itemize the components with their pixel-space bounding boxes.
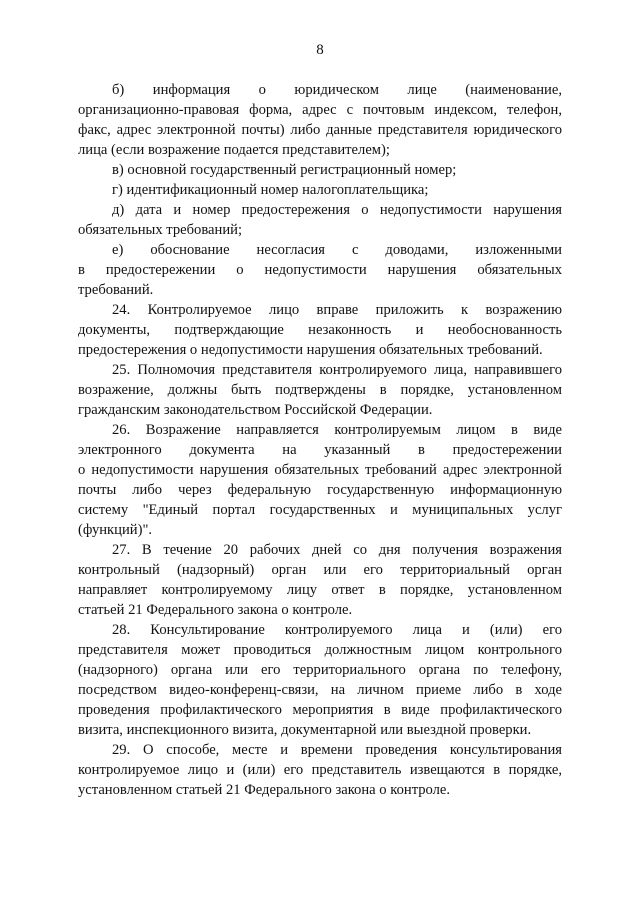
text-line: в) основной государственный регистрационный номер;: [112, 162, 457, 178]
text-line: организационно-правовая форма, адрес с почтовым индексом, телефон,: [78, 102, 562, 118]
text-line: (функций)".: [78, 522, 153, 538]
text-line: обязательных требований;: [78, 222, 243, 238]
text-line: 28. Консультирование контролируемого лица и (или) его: [112, 622, 562, 638]
text-line: е) обоснование несогласия с доводами, изложенными: [112, 242, 562, 258]
text-line: 25. Полномочия представителя контролируемого лица, направившего: [112, 362, 562, 378]
text-line: лица (если возражение подается представителем);: [78, 142, 390, 158]
text-line: 27. В течение 20 рабочих дней со дня получения возражения: [112, 542, 562, 558]
text-line: о недопустимости нарушения обязательных требований адрес электронной: [78, 462, 562, 478]
text-line: предостережения о недопустимости нарушения обязательных требований.: [78, 342, 543, 358]
text-line: (надзорного) органа или его территориального органа по телефону,: [78, 662, 562, 678]
text-line: статьей 21 Федерального закона о контроле.: [78, 602, 353, 618]
text-line: в предостережении о недопустимости нарушения обязательных: [78, 262, 562, 278]
text-line: возражение, должны быть подтверждены в порядке, установленном: [78, 382, 562, 398]
text-line: установленном статьей 21 Федерального закона о контроле.: [78, 782, 451, 798]
text-line: б) информация о юридическом лице (наименование,: [112, 82, 562, 98]
text-line: требований.: [78, 282, 154, 298]
text-line: представителя может проводиться должностным лицом контрольного: [78, 642, 562, 658]
text-line: 26. Возражение направляется контролируемым лицом в виде: [112, 422, 562, 438]
text-line: факс, адрес электронной почты) либо данные представителя юридического: [78, 122, 562, 138]
text-line: контролируемое лицо и (или) его представитель извещаются в порядке,: [78, 762, 562, 778]
text-line: посредством видео-конференц-связи, на личном приеме либо в ходе: [78, 682, 562, 698]
text-line: систему "Единый портал государственных и муниципальных услуг: [78, 502, 562, 518]
text-line: д) дата и номер предостережения о недопустимости нарушения: [112, 202, 562, 218]
text-line: контрольный (надзорный) орган или его территориальный орган: [78, 562, 562, 578]
text-line: документы, подтверждающие незаконность и необоснованность: [78, 322, 562, 338]
text-line: визита, инспекционного визита, документарной или выездной проверки.: [78, 722, 532, 738]
text-line: гражданским законодательством Российской Федерации.: [78, 402, 433, 418]
text-line: электронного документа на указанный в предостережении: [78, 442, 562, 458]
text-line: 24. Контролируемое лицо вправе приложить к возражению: [112, 302, 562, 318]
text-line: направляет контролируемому лицу ответ в порядке, установленном: [78, 582, 562, 598]
text-line: г) идентификационный номер налогоплательщика;: [112, 182, 429, 198]
text-line: почты либо через федеральную государственную информационную: [78, 482, 562, 498]
text-line: проведения профилактического мероприятия в виде профилактического: [78, 702, 562, 718]
page-number: 8: [316, 42, 324, 58]
text-line: 29. О способе, месте и времени проведения консультирования: [112, 742, 562, 758]
